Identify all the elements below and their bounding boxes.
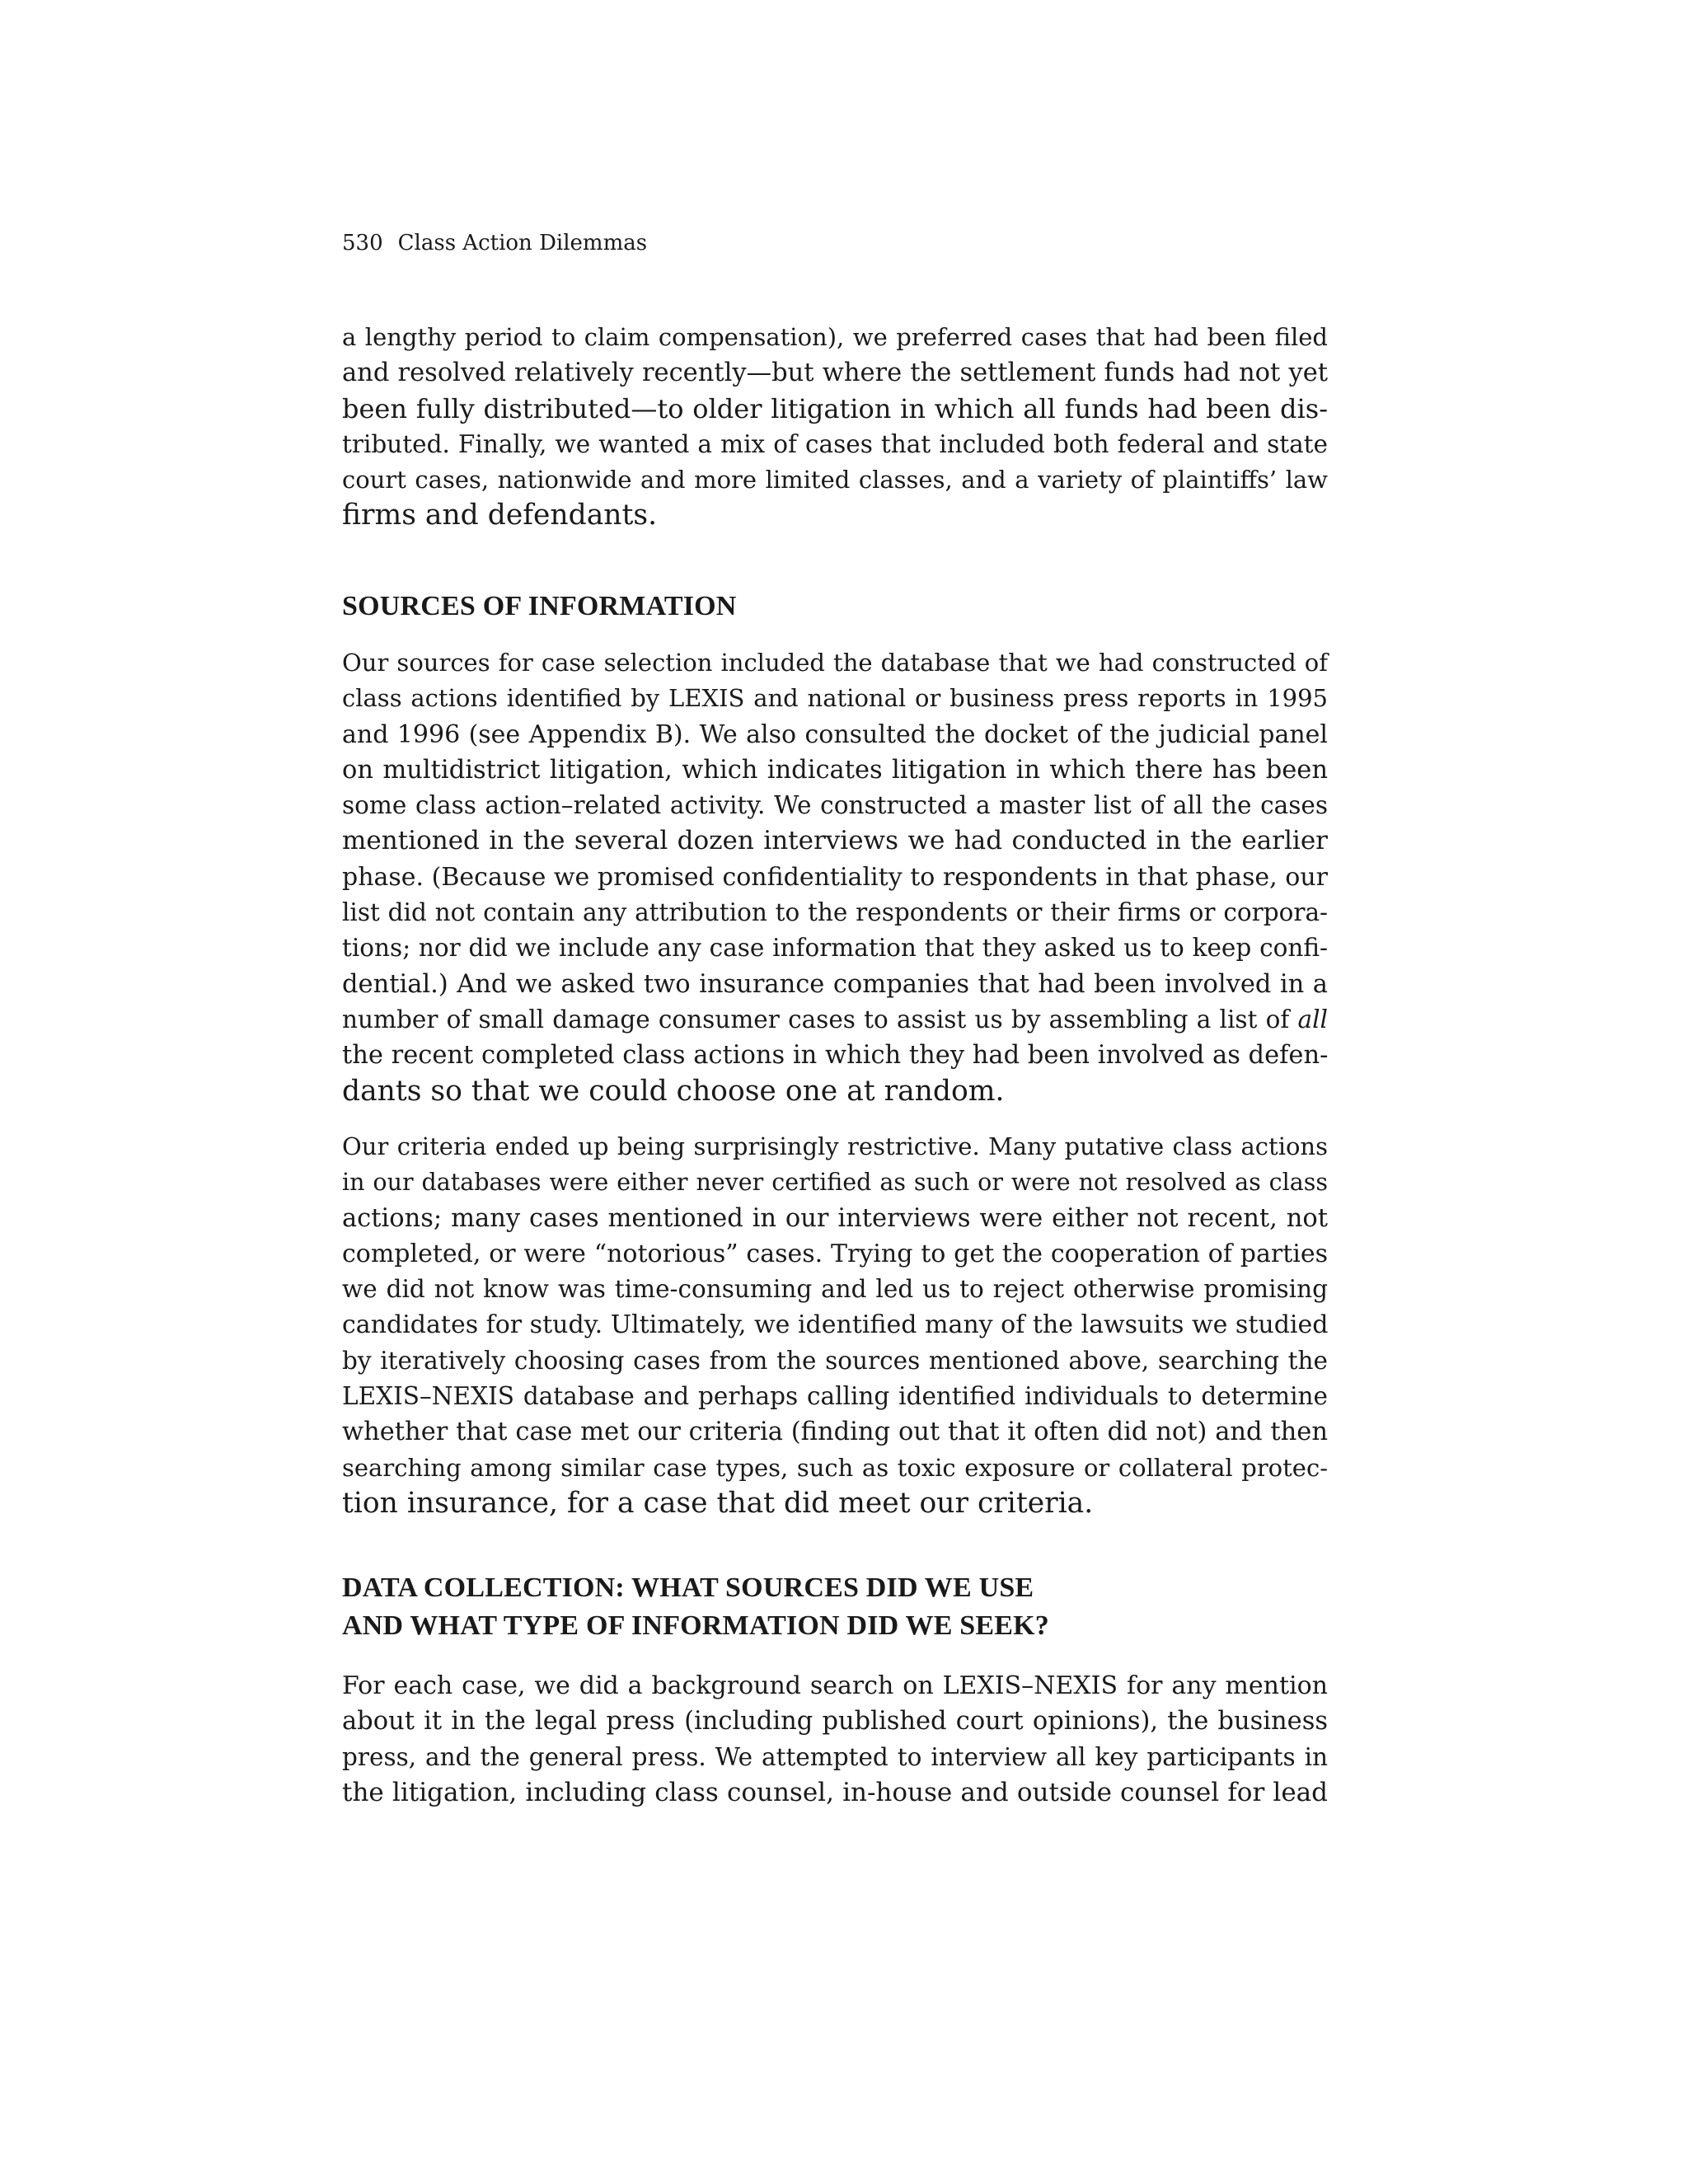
text-line: firms and defendants. (342, 499, 658, 532)
text-line: whether that case met our criteria (finding out that it often did not) and then (342, 1418, 1328, 1447)
text-line: and 1996 (see Appendix B). We also consulted the docket of the judicial panel (342, 719, 1328, 749)
text-line: on multidistrict litigation, which indicates litigation in which there has been (342, 755, 1328, 785)
heading-line: AND WHAT TYPE OF INFORMATION DID WE SEEK? (342, 1610, 1050, 1641)
text-line: the recent completed class actions in which they had been involved as defen- (342, 1041, 1329, 1071)
text-line: phase. (Because we promised confidentiality to respondents in that phase, our (342, 862, 1328, 892)
page-number: 530 (342, 231, 383, 255)
text-line (342, 1002, 1328, 1038)
text-line: we did not know was time-consuming and led us to reject otherwise promising (342, 1275, 1328, 1304)
text-line: about it in the legal press (including published court opinions), the business (342, 1707, 1328, 1736)
text-line: dential.) And we asked two insurance companies that had been involved in a (342, 969, 1328, 999)
text-line: court cases, nationwide and more limited classes, and a variety of plaintiffs’ law (342, 466, 1328, 494)
text-line: list did not contain any attribution to the respondents or their firms or corpora- (342, 898, 1328, 927)
heading-line: DATA COLLECTION: WHAT SOURCES DID WE USE (342, 1572, 1034, 1603)
text-line: tion insurance, for a case that did meet our criteria. (342, 1486, 1094, 1520)
text-line: completed, or were “notorious” cases. Trying to get the cooperation of parties (342, 1239, 1328, 1268)
text-line: some class action–related activity. We constructed a master list of all the cases (342, 791, 1328, 820)
text-line: class actions identified by LEXIS and national or business press reports in 1995 (342, 684, 1328, 713)
text-line: Our criteria ended up being surprisingly restrictive. Many putative class actions (342, 1132, 1328, 1160)
text-line: candidates for study. Ultimately, we identified many of the lawsuits we studied (342, 1310, 1329, 1340)
section-heading-sources: SOURCES OF INFORMATION (342, 591, 737, 621)
text-line: For each case, we did a background search on LEXIS–NEXIS for any mention (342, 1671, 1328, 1700)
text-line: Our sources for case selection included the database that we had constructed of (342, 649, 1328, 677)
text-line: dants so that we could choose one at random. (342, 1074, 1005, 1108)
paragraph-intro-continued (342, 320, 1328, 534)
text-line: searching among similar case types, such as toxic exposure or collateral protec- (342, 1453, 1328, 1482)
text-line: tions; nor did we include any case information that they asked us to keep confi- (342, 934, 1328, 963)
text-line: actions; many cases mentioned in our interviews were either not recent, not (342, 1203, 1328, 1233)
text-segment: number of small damage consumer cases to assist us by assembling a list of (342, 1005, 1290, 1033)
text-line: a lengthy period to claim compensation), we preferred cases that had been filed (342, 323, 1328, 351)
paragraph-sources (342, 645, 1328, 1109)
text-line: LEXIS–NEXIS database and perhaps calling identified individuals to determine (342, 1382, 1328, 1411)
text-line: and resolved relatively recently—but where the settlement funds had not yet (342, 359, 1328, 388)
paragraph-criteria (342, 1129, 1328, 1521)
text-line: press, and the general press. We attempted to interview all key participants in (342, 1742, 1328, 1771)
text-line: tributed. Finally, we wanted a mix of cases that included both federal and state (342, 429, 1328, 458)
paragraph-data-collection (342, 1668, 1328, 1811)
text-line: by iteratively choosing cases from the sources mentioned above, searching the (342, 1346, 1328, 1375)
running-head-title: Class Action Dilemmas (397, 231, 648, 255)
text-line: in our databases were either never certified as such or were not resolved as class (342, 1169, 1328, 1197)
emphasis-text: all (1297, 1005, 1328, 1033)
text-line: been fully distributed—to older litigation in which all funds had been dis- (342, 392, 1328, 424)
text-line: the litigation, including class counsel, in-house and outside counsel for lead (342, 1777, 1328, 1807)
text-line: mentioned in the several dozen interviews we had conducted in the earlier (342, 826, 1328, 856)
section-heading-data-collection (342, 1569, 1049, 1645)
running-head (342, 231, 647, 255)
